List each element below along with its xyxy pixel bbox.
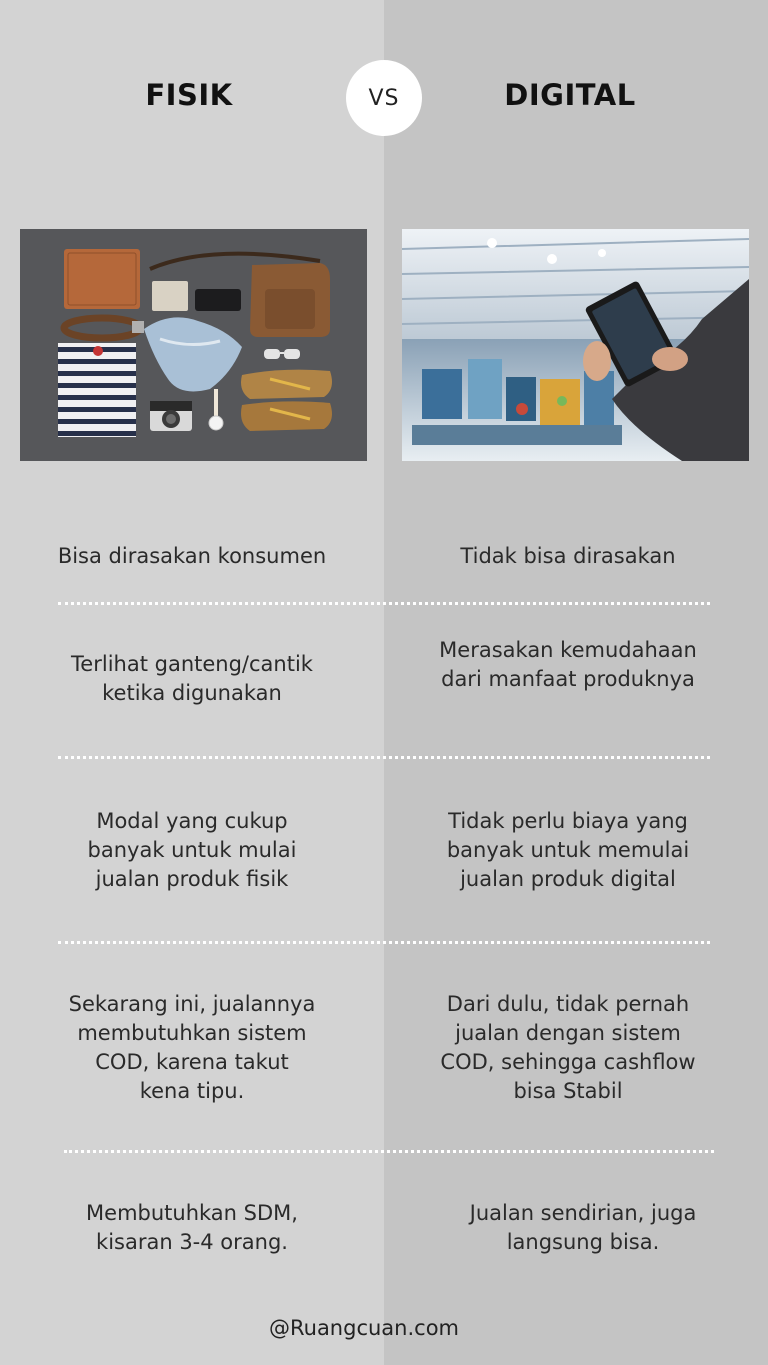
row5-digital-text: Jualan sendirian, juga langsung bisa. — [469, 1201, 697, 1254]
row3-digital-text: Tidak perlu biaya yang banyak untuk memulai jualan produk digital — [446, 809, 690, 891]
row1-digital-text: Tidak bisa dirasakan — [460, 544, 676, 568]
vs-badge: VS — [346, 60, 422, 136]
footer-handle: @Ruangcuan.com — [268, 1316, 460, 1340]
row4-fisik-text: Sekarang ini, jualannya membutuhkan sistem COD, karena takut kena tipu. — [68, 992, 316, 1103]
row2-fisik-text: Terlihat ganteng/cantik ketika digunakan — [71, 652, 313, 705]
heading-fisik: FISIK — [145, 78, 233, 112]
row-divider — [58, 602, 710, 605]
flatlay-illustration — [20, 229, 367, 461]
row-divider — [58, 756, 710, 759]
row-divider — [58, 941, 710, 944]
heading-digital: DIGITAL — [504, 78, 636, 112]
row1-fisik-text: Bisa dirasakan konsumen — [57, 544, 327, 568]
row3-fisik-text: Modal yang cukup banyak untuk mulai jualan produk fisik — [87, 809, 297, 891]
row5-fisik-text: Membutuhkan SDM, kisaran 3-4 orang. — [86, 1201, 298, 1254]
row-divider — [64, 1150, 714, 1153]
factory-illustration — [402, 229, 749, 461]
row4-digital-text: Dari dulu, tidak pernah jualan dengan sistem COD, sehingga cashflow bisa Stabil — [440, 992, 696, 1103]
physical-products-photo — [20, 229, 367, 461]
row2-digital-text: Merasakan kemudahaan dari manfaat produknya — [439, 638, 697, 691]
factory-tablet-photo — [402, 229, 749, 461]
